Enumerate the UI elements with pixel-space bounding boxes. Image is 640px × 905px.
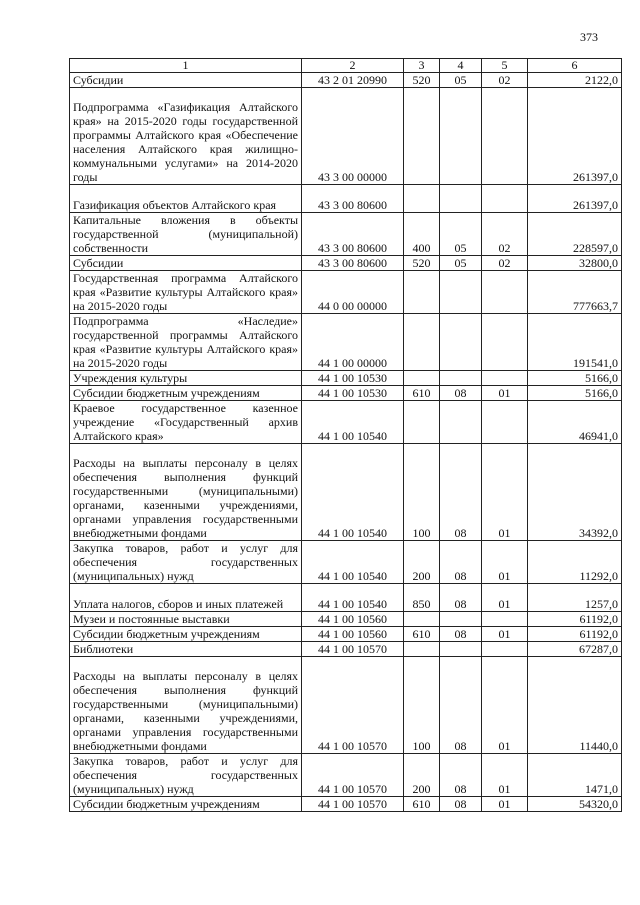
row-expense-type: 100 <box>404 444 440 541</box>
row-section <box>440 314 482 371</box>
row-amount: 5166,0 <box>528 371 622 386</box>
row-amount: 67287,0 <box>528 642 622 657</box>
row-subsection: 01 <box>482 657 528 754</box>
row-amount: 2122,0 <box>528 73 622 88</box>
row-section: 05 <box>440 213 482 256</box>
row-name: Субсидии <box>70 256 302 271</box>
row-section <box>440 185 482 213</box>
row-expense-type <box>404 401 440 444</box>
row-section: 08 <box>440 627 482 642</box>
row-subsection <box>482 612 528 627</box>
column-number-3: 3 <box>404 59 440 73</box>
row-subsection: 01 <box>482 444 528 541</box>
budget-table <box>69 58 622 812</box>
row-target-code: 43 3 00 80600 <box>302 256 404 271</box>
row-name: Подпрограмма «Газификация Алтайского края» на 2015-2020 годы государственной программы Алтайского края «Обеспечение населения Алтайского края жилищно-коммунальными услугами» на 2014-2020 годы <box>70 88 302 185</box>
row-amount: 228597,0 <box>528 213 622 256</box>
row-target-code: 44 1 00 10540 <box>302 401 404 444</box>
row-section: 08 <box>440 657 482 754</box>
table-row <box>70 657 622 754</box>
row-amount: 11440,0 <box>528 657 622 754</box>
row-amount: 46941,0 <box>528 401 622 444</box>
row-target-code: 43 3 00 00000 <box>302 88 404 185</box>
row-subsection: 01 <box>482 584 528 612</box>
row-name: Закупка товаров, работ и услуг для обеспечения государственных (муниципальных) нужд <box>70 754 302 797</box>
row-subsection <box>482 185 528 213</box>
table-row <box>70 797 622 812</box>
row-subsection <box>482 371 528 386</box>
row-expense-type: 200 <box>404 754 440 797</box>
row-amount: 32800,0 <box>528 256 622 271</box>
row-section: 08 <box>440 797 482 812</box>
row-amount: 261397,0 <box>528 185 622 213</box>
row-subsection <box>482 271 528 314</box>
row-section: 08 <box>440 541 482 584</box>
table-row <box>70 444 622 541</box>
row-subsection <box>482 642 528 657</box>
row-section: 08 <box>440 584 482 612</box>
row-subsection: 02 <box>482 213 528 256</box>
row-subsection: 02 <box>482 256 528 271</box>
row-target-code: 44 1 00 10540 <box>302 541 404 584</box>
table-row <box>70 627 622 642</box>
column-number-row <box>70 59 622 73</box>
row-section: 08 <box>440 386 482 401</box>
row-expense-type: 520 <box>404 256 440 271</box>
row-name: Уплата налогов, сборов и иных платежей <box>70 584 302 612</box>
row-subsection <box>482 88 528 185</box>
row-section <box>440 88 482 185</box>
row-target-code: 44 1 00 10570 <box>302 754 404 797</box>
row-subsection: 01 <box>482 754 528 797</box>
row-name: Закупка товаров, работ и услуг для обеспечения государственных (муниципальных) нужд <box>70 541 302 584</box>
row-expense-type: 100 <box>404 657 440 754</box>
row-name: Учреждения культуры <box>70 371 302 386</box>
row-expense-type <box>404 271 440 314</box>
row-subsection: 01 <box>482 627 528 642</box>
row-expense-type <box>404 642 440 657</box>
row-subsection <box>482 314 528 371</box>
row-target-code: 44 1 00 00000 <box>302 314 404 371</box>
row-name: Государственная программа Алтайского края «Развитие культуры Алтайского края» на 2015-2020 годы <box>70 271 302 314</box>
row-name: Расходы на выплаты персоналу в целях обеспечения выполнения функций государственными (муниципальными) органами, казенными учреждениями, органами управления государственными внебюджетными фондами <box>70 444 302 541</box>
row-expense-type <box>404 314 440 371</box>
row-subsection: 02 <box>482 73 528 88</box>
row-target-code: 44 1 00 10570 <box>302 642 404 657</box>
table-row <box>70 386 622 401</box>
row-subsection: 01 <box>482 541 528 584</box>
table-row <box>70 73 622 88</box>
row-subsection: 01 <box>482 386 528 401</box>
column-number-6: 6 <box>528 59 622 73</box>
row-name: Субсидии <box>70 73 302 88</box>
row-amount: 61192,0 <box>528 612 622 627</box>
table-row <box>70 371 622 386</box>
row-target-code: 44 1 00 10540 <box>302 444 404 541</box>
row-expense-type: 400 <box>404 213 440 256</box>
row-name: Субсидии бюджетным учреждениям <box>70 797 302 812</box>
table-row <box>70 88 622 185</box>
row-name: Субсидии бюджетным учреждениям <box>70 386 302 401</box>
row-target-code: 44 1 00 10570 <box>302 657 404 754</box>
row-amount: 34392,0 <box>528 444 622 541</box>
row-section <box>440 371 482 386</box>
row-section: 05 <box>440 256 482 271</box>
table-row <box>70 754 622 797</box>
row-amount: 54320,0 <box>528 797 622 812</box>
table-row <box>70 213 622 256</box>
row-section: 05 <box>440 73 482 88</box>
row-section: 08 <box>440 754 482 797</box>
row-name: Библиотеки <box>70 642 302 657</box>
page-number: 373 <box>580 30 598 44</box>
row-expense-type <box>404 612 440 627</box>
row-name: Краевое государственное казенное учреждение «Государственный архив Алтайского края» <box>70 401 302 444</box>
row-name: Музеи и постоянные выставки <box>70 612 302 627</box>
table-row <box>70 584 622 612</box>
row-expense-type: 200 <box>404 541 440 584</box>
row-expense-type: 610 <box>404 797 440 812</box>
row-expense-type: 610 <box>404 627 440 642</box>
row-amount: 261397,0 <box>528 88 622 185</box>
table-row <box>70 541 622 584</box>
row-name: Подпрограмма «Наследие» государственной программы Алтайского края «Развитие культуры Алтайского края» на 2015-2020 годы <box>70 314 302 371</box>
row-name: Субсидии бюджетным учреждениям <box>70 627 302 642</box>
row-target-code: 44 1 00 10560 <box>302 612 404 627</box>
row-section: 08 <box>440 444 482 541</box>
table-row <box>70 642 622 657</box>
column-number-4: 4 <box>440 59 482 73</box>
row-subsection <box>482 401 528 444</box>
row-target-code: 43 2 01 20990 <box>302 73 404 88</box>
row-amount: 5166,0 <box>528 386 622 401</box>
row-name: Расходы на выплаты персоналу в целях обеспечения выполнения функций государственными (муниципальными) органами, казенными учреждениями, органами управления государственными внебюджетными фондами <box>70 657 302 754</box>
row-section <box>440 612 482 627</box>
row-section <box>440 401 482 444</box>
column-number-5: 5 <box>482 59 528 73</box>
table-row <box>70 185 622 213</box>
column-number-2: 2 <box>302 59 404 73</box>
table-row <box>70 314 622 371</box>
row-expense-type <box>404 371 440 386</box>
table-row <box>70 612 622 627</box>
row-expense-type: 520 <box>404 73 440 88</box>
row-section <box>440 271 482 314</box>
row-amount: 1257,0 <box>528 584 622 612</box>
row-expense-type: 610 <box>404 386 440 401</box>
table-row <box>70 256 622 271</box>
row-amount: 1471,0 <box>528 754 622 797</box>
row-amount: 777663,7 <box>528 271 622 314</box>
row-target-code: 43 3 00 80600 <box>302 185 404 213</box>
row-subsection: 01 <box>482 797 528 812</box>
row-expense-type: 850 <box>404 584 440 612</box>
row-target-code: 44 1 00 10570 <box>302 797 404 812</box>
row-target-code: 44 1 00 10530 <box>302 386 404 401</box>
row-target-code: 44 1 00 10530 <box>302 371 404 386</box>
budget-table-body <box>70 59 622 812</box>
row-amount: 11292,0 <box>528 541 622 584</box>
column-number-1: 1 <box>70 59 302 73</box>
row-target-code: 44 1 00 10560 <box>302 627 404 642</box>
row-section <box>440 642 482 657</box>
row-expense-type <box>404 185 440 213</box>
row-amount: 191541,0 <box>528 314 622 371</box>
row-target-code: 44 0 00 00000 <box>302 271 404 314</box>
row-amount: 61192,0 <box>528 627 622 642</box>
table-row <box>70 401 622 444</box>
row-name: Газификация объектов Алтайского края <box>70 185 302 213</box>
table-row <box>70 271 622 314</box>
row-target-code: 43 3 00 80600 <box>302 213 404 256</box>
row-target-code: 44 1 00 10540 <box>302 584 404 612</box>
row-name: Капитальные вложения в объекты государственной (муниципальной) собственности <box>70 213 302 256</box>
row-expense-type <box>404 88 440 185</box>
